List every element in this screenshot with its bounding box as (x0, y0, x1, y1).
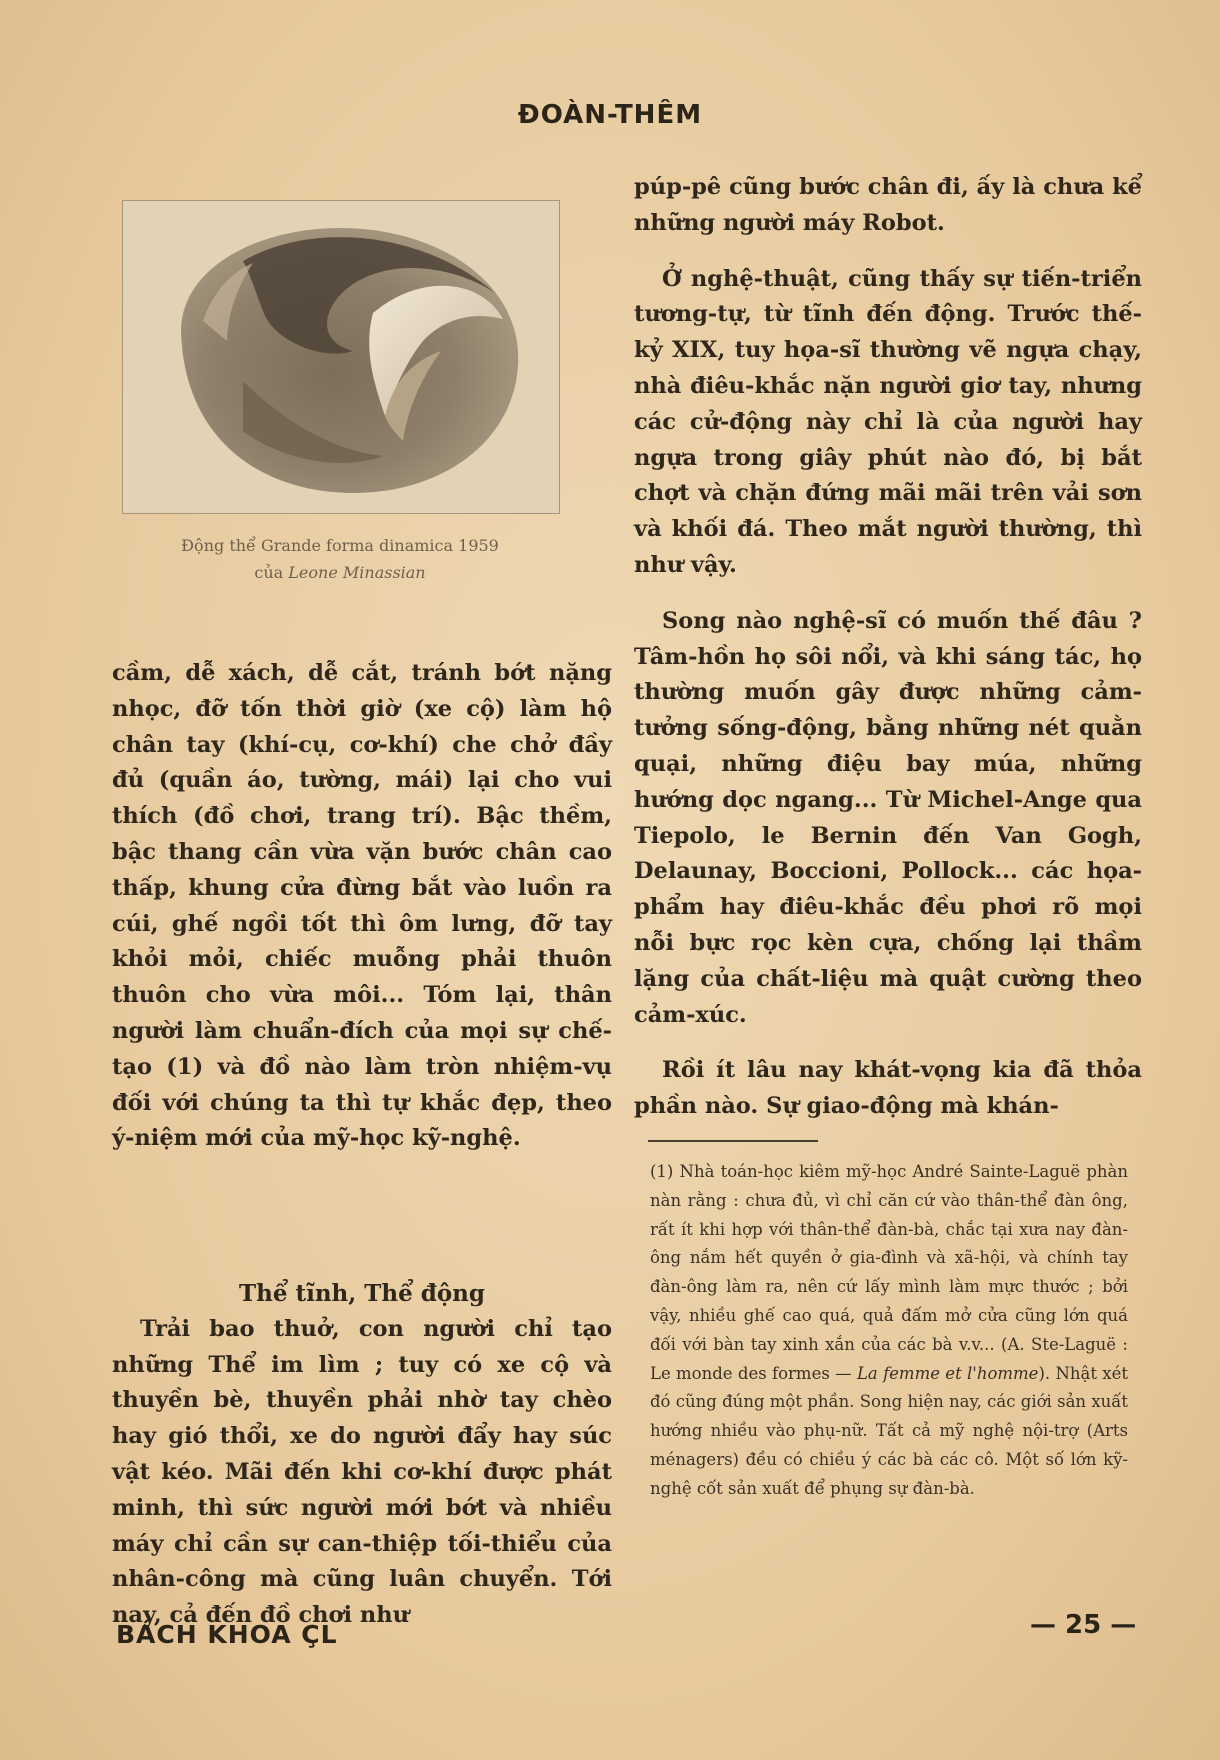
footnote-text-a: (1) Nhà toán-học kiêm mỹ-học André Sainte-Laguë phàn nàn rằng : chưa đủ, vì chỉ căn cứ vào thân-thể đàn ông, rất ít khi hợp với thân-thể đàn-bà, chắc tại xưa nay đàn-ông nắm hết quyền ở gia-đình và xã-hội, và chính tay đàn-ông làm ra, nên cứ lấy mình làm mực thước ; bởi vậy, nhiều ghế cao quá, quả đấm mở cửa cũng lớn quá đối với bàn tay xinh xắn của các bà v.v... (A. Ste-Laguë : Le monde des formes — (650, 1162, 1128, 1383)
figure-caption (122, 532, 558, 586)
footnote-text (650, 1158, 1128, 1504)
left-paragraph-1: cầm, dễ xách, dễ cắt, tránh bớt nặng nhọc, đỡ tốn thời giờ (xe cộ) làm hộ chân tay (khí-cụ, cơ-khí) che chở đầy đủ (quần áo, tường, mái) lại cho vui thích (đồ chơi, trang trí). Bậc thềm, bậc thang cần vừa vặn bước chân cao thấp, khung cửa đừng bắt vào luồn ra cúi, ghế ngồi tốt thì ôm lưng, đỡ tay khỏi mỏi, chiếc muỗng phải thuôn thuôn cho vừa môi... Tóm lại, thân người làm chuẩn-đích của mọi sự chế-tạo (1) và đồ nào làm tròn nhiệm-vụ đối với chúng ta thì tự khắc đẹp, theo ý-niệm mới của mỹ-học kỹ-nghệ. (112, 660, 612, 1152)
left-column-top (112, 656, 612, 1157)
page-header-author: ĐOÀN-THÊM (517, 100, 703, 130)
caption-title: Động thể Grande forma dinamica 1959 (181, 536, 499, 555)
section-subheading: Thể tĩnh, Thể động (238, 1280, 485, 1307)
right-column (634, 170, 1142, 1125)
page-number: — 25 — (1030, 1610, 1137, 1640)
footnote (650, 1158, 1128, 1504)
right-paragraph-3: Song nào nghệ-sĩ có muốn thế đâu ? Tâm-hồn họ sôi nổi, và khi sáng tác, họ thường muốn gây được những cảm-tưởng sống-động, bằng những nét quằn quại, những điệu bay múa, những hướng dọc ngang... Từ Michel-Ange qua Tiepolo, le Bernin đến Van Gogh, Delaunay, Boccioni, Pollock... các họa-phẩm hay điêu-khắc đều phơi rõ mọi nỗi bực rọc kèn cựa, chống lại thầm lặng của chất-liệu mà quật cường theo cảm-xúc. (634, 607, 1142, 1028)
sculpture-image (123, 201, 559, 513)
caption-prefix: của (254, 563, 284, 582)
sculpture-photo (122, 200, 560, 514)
footnote-book-title: La femme et l'homme (856, 1363, 1039, 1383)
left-column-bottom (112, 1276, 612, 1634)
footnote-text-b: ). Nhật xét đó cũng đúng một phần. Song hiện nay, các giới sản xuất hướng nhiều vào phụ-nữ. Tất cả mỹ nghệ nội-trợ (Arts ménagers) đều có chiều ý các bà các cô. Một số lớn kỹ-nghệ cốt sản xuất để phụng sự đàn-bà. (650, 1363, 1128, 1498)
caption-artist: Leone Minassian (288, 563, 426, 582)
right-paragraph-1: púp-pê cũng bước chân đi, ấy là chưa kể những người máy Robot. (634, 174, 1142, 236)
right-paragraph-4: Rồi ít lâu nay khát-vọng kia đã thỏa phần nào. Sự giao-động mà khán- (634, 1057, 1142, 1120)
right-paragraph-2: Ở nghệ-thuật, cũng thấy sự tiến-triển tương-tự, từ tĩnh đến động. Trước thế-kỷ XIX, tuy họa-sĩ thường vẽ ngựa chạy, nhà điêu-khắc nặn người giơ tay, nhưng các cử-động này chỉ là của người hay ngựa trong giây phút nào đó, bị bắt chợt và chặn đứng mãi mãi trên vải sơn và khối đá. Theo mắt người thường, thì như vậy. (634, 265, 1142, 578)
left-paragraph-2: Trải bao thuở, con người chỉ tạo những Thể im lìm ; tuy có xe cộ và thuyền bè, thuyền phải nhờ tay chèo hay gió thổi, xe do người đẩy hay súc vật kéo. Mãi đến khi cơ-khí được phát minh, thì sức người mới bớt và nhiều máy chỉ cần sự can-thiệp tối-thiểu của nhân-công mà cũng luân chuyển. Tới nay, cả đến đồ chơi như (112, 1315, 612, 1629)
footnote-divider (648, 1140, 818, 1142)
caption-credit (122, 559, 558, 586)
publication-name: BÁCH KHOA ÇL (116, 1620, 338, 1649)
